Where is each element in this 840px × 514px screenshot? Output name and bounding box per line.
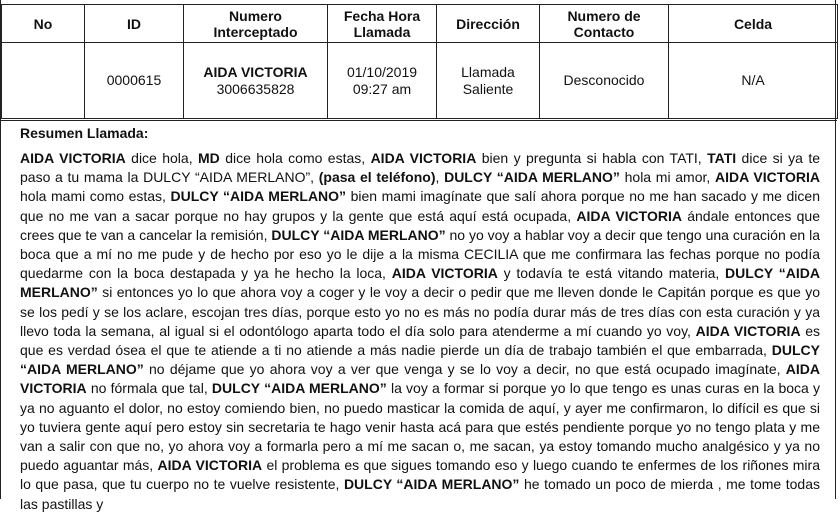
cell-numero-contacto: Desconocido [540, 43, 669, 119]
summary-text: es que es verdad ósea el que te atiende a ti no atiende a más nadie pierde un día de trabajo también el que embarrada, [20, 322, 820, 359]
speaker-name: DULCY “AIDA MERLANO” [271, 226, 446, 243]
cell-id: 0000615 [85, 43, 184, 119]
summary-text: hola mami como estas, [20, 188, 171, 205]
speaker-name: DULCY “AIDA MERLANO” [170, 188, 347, 205]
interceptado-numero: 3006635828 [216, 80, 295, 97]
cell-fecha-hora [328, 43, 437, 119]
cell-direccion: Llamada Saliente [437, 43, 540, 119]
summary-text: y todavía te está vitando materia, [497, 265, 726, 282]
speaker-name: AIDA VICTORIA [391, 265, 498, 282]
speaker-name: AIDA VICTORIA [20, 361, 820, 397]
hora-value: 09:27 am [352, 80, 412, 97]
header-no: No [2, 5, 85, 43]
speaker-name: AIDA VICTORIA [157, 457, 263, 474]
summary-text: , [435, 169, 445, 186]
speaker-name: DULCY “AIDA MERLANO” [20, 265, 821, 301]
resumen-section [1, 120, 837, 512]
speaker-name: TATI [707, 150, 737, 166]
speaker-name: AIDA VICTORIA [20, 150, 126, 166]
speaker-name: DULCY “AIDA MERLANO” [20, 342, 820, 378]
fecha-value: 01/10/2019 [346, 63, 418, 80]
summary-text: bien y pregunta si habla con TATI, [476, 150, 708, 166]
summary-text: el problema es que sigues tomando eso y luego cuando te enfermes de los riñones mira lo que pasa, que tu cuerpo no te vuelve resistente, [20, 457, 820, 493]
interceptado-nombre: AIDA VICTORIA [203, 63, 308, 80]
header-celda: Celda [669, 5, 838, 43]
header-numero-contacto: Numero de Contacto [540, 5, 669, 43]
speaker-name: AIDA VICTORIA [370, 150, 477, 166]
speaker-name: AIDA VICTORIA [695, 322, 801, 339]
summary-text: dice hola como estas, [219, 150, 371, 166]
cell-celda: N/A [669, 43, 838, 119]
header-numero-interceptado: Numero Interceptado [184, 5, 328, 43]
summary-text: no déjame que yo ahora voy a ver que venga y se lo voy a decir, no que está ocupado imagínate, [143, 361, 786, 378]
header-fecha-hora: Fecha Hora Llamada [328, 5, 437, 43]
speaker-name: DULCY “AIDA MERLANO” [211, 380, 387, 397]
summary-text: hola mi amor, [619, 169, 715, 186]
summary-text: no yo voy a hablar voy a decir que tengo una curación en la boca que a mí no me pude y de hecho por eso yo le dije a la misma CECILIA que me confirmara las fechas porque no podía quedarme con la boca destapada y ya he hecho la loca, [20, 226, 820, 282]
summary-text: ándale entonces que crees que te van a cancelar la remisión, [20, 207, 820, 243]
summary-text: dice hola, [125, 150, 199, 166]
cell-no [2, 43, 85, 119]
speaker-name: AIDA VICTORIA [576, 207, 682, 224]
summary-text: no fórmala que tal, [86, 380, 212, 397]
summary-text: he tomado un poco de mierda , me tome todas las pastillas y [20, 476, 820, 512]
speaker-name: AIDA VICTORIA [714, 169, 821, 186]
header-id: ID [85, 5, 184, 43]
resumen-body [20, 149, 820, 514]
summary-text: la voy a formar si porque yo lo que tengo es unas curas en la boca y ya no aguanto el dolor, no estoy comiendo bien, no puedo masticar la comida de aquí, y ayer me confirmaron, lo difícil es que si yo tuviera gente aquí pero estoy sin secretaria te hago venir hasta acá para que estés pendiente porque yo no tengo plata y me van a salir con que no, yo ahora voy a formarla pero a mí me sacan o, me sacan, ya estoy tomando mucho analgésico y ya no puedo aguantar más, [20, 380, 820, 474]
table-header-row [2, 5, 838, 43]
summary-text: si entonces yo lo que ahora voy a coger y le voy a decir o pedir que me lleven donde le Capitán porque es que yo se los pedí y se los aclare, escojan tres días, porque esto yo no es más no podía durar más de tres días con esta curación y ya llevo toda la semana, al igual si el odontólogo aparta todo el día solo para atenderme a mí cuando yo voy, [20, 284, 820, 339]
summary-text: dice si ya te paso a tu mama la DULCY “AIDA MERLANO”, [20, 150, 821, 186]
speaker-name: (pasa el teléfono) [318, 169, 436, 186]
speaker-name: DULCY “AIDA MERLANO” [343, 476, 520, 493]
speaker-name: MD [198, 150, 220, 166]
summary-text: bien mami imagínate que salí ahora porque no me han sacado y me dicen que no me van a sacar porque no hay grupos y la gente que está aquí está ocupada, [20, 188, 820, 224]
interception-table [1, 4, 838, 119]
header-direccion: Dirección [437, 5, 540, 43]
speaker-name: DULCY “AIDA MERLANO” [444, 169, 620, 186]
cell-numero-interceptado [184, 43, 328, 119]
resumen-title: Resumen Llamada: [20, 125, 149, 141]
table-row [2, 43, 838, 119]
